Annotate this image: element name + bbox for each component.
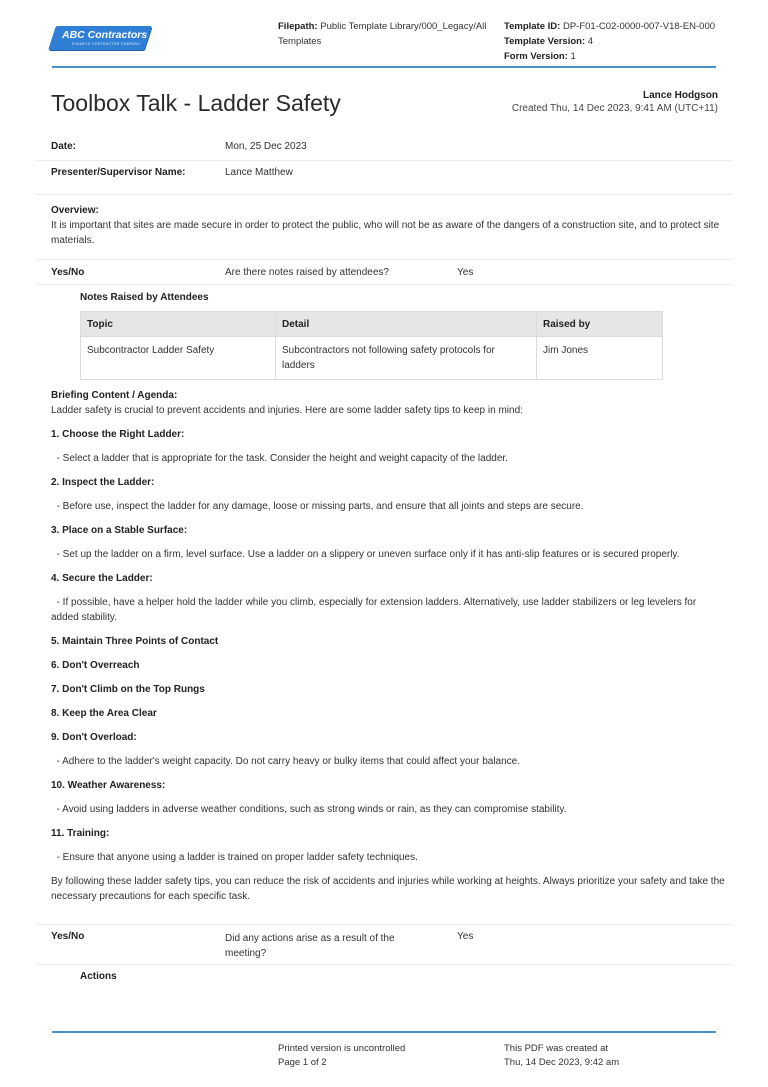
page-header (0, 0, 768, 70)
tip-title: 4. Secure the Ladder: (51, 573, 153, 584)
overview-section (51, 203, 721, 248)
notes-question-type: Yes/No (51, 267, 85, 278)
tip-text: - Select a ladder that is appropriate for the task. Consider the height and weight capacity of the ladder. (51, 453, 508, 464)
notes-table-title: Notes Raised by Attendees (80, 292, 209, 303)
presenter-value: Lance Matthew (225, 167, 293, 178)
notes-table (80, 311, 663, 380)
uncontrolled-notice: Printed version is uncontrolled (278, 1043, 406, 1054)
notes-question-row (36, 260, 733, 285)
template-id-value: DP-F01-C02-0000-007-V18-EN-000 (562, 21, 716, 32)
notes-question-answer: Yes (457, 267, 474, 278)
pdf-created-value: Thu, 14 Dec 2023, 9:42 am (504, 1057, 620, 1068)
column-header-raised-by: Raised by (537, 312, 663, 337)
logo-title: ABC Contractors (62, 29, 148, 41)
briefing-label: Briefing Content / Agenda: (51, 390, 178, 401)
tip-title: 3. Place on a Stable Surface: (51, 525, 188, 536)
author-block (512, 89, 718, 115)
cell-raised-by: Jim Jones (537, 337, 663, 380)
column-header-topic: Topic (81, 312, 276, 337)
overview-text: It is important that sites are made secure in order to protect the public, who will not be as aware of the dangers of a construction site, and to protect site materials. (51, 220, 720, 246)
table-row (81, 337, 663, 380)
page-number: Page 1 of 2 (278, 1057, 327, 1068)
tip-title: 2. Inspect the Ladder: (51, 477, 155, 488)
date-value: Mon, 25 Dec 2023 (225, 141, 307, 152)
tip-title: 11. Training: (51, 828, 110, 839)
briefing-intro: Ladder safety is crucial to prevent accidents and injuries. Here are some ladder safety tips to keep in mind: (51, 405, 523, 416)
template-meta (504, 19, 744, 64)
date-label: Date: (51, 141, 77, 152)
tip-title: 6. Don't Overreach (51, 660, 140, 671)
template-version-label: Template Version: (504, 36, 586, 47)
cell-topic: Subcontractor Ladder Safety (81, 337, 276, 380)
author-name: Lance Hodgson (642, 90, 718, 101)
tip-text: - Adhere to the ladder's weight capacity. Do not carry heavy or bulky items that could affect your balance. (51, 756, 521, 767)
cell-detail: Subcontractors not following safety protocols for ladders (276, 337, 537, 380)
actions-question-answer: Yes (457, 931, 474, 942)
overview-label: Overview: (51, 205, 99, 216)
presenter-row (36, 161, 733, 195)
filepath-label: Filepath: (278, 21, 318, 32)
footer-left (278, 1042, 405, 1070)
tip-text: - Set up the ladder on a firm, level surface. Use a ladder on a slippery or uneven surface only if it has anti-slip features or is secured properly. (51, 549, 680, 560)
notes-question-text: Are there notes raised by attendees? (225, 267, 389, 278)
company-logo (52, 26, 148, 52)
form-version-line (504, 49, 744, 64)
document-title: Toolbox Talk - Ladder Safety (51, 90, 341, 116)
tip-title: 7. Don't Climb on the Top Rungs (51, 684, 205, 695)
tip-title: 8. Keep the Area Clear (51, 708, 157, 719)
tip-text: - Avoid using ladders in adverse weather conditions, such as strong winds or rain, as they can compromise stability. (51, 804, 567, 815)
actions-question-type: Yes/No (51, 931, 85, 942)
created-timestamp: Created Thu, 14 Dec 2023, 9:41 AM (UTC+11) (511, 103, 718, 114)
tip-text: - If possible, have a helper hold the ladder while you climb, especially for extension ladders. Alternatively, use ladder stabilizers or leg levelers for added stability. (51, 597, 699, 623)
briefing-closing: By following these ladder safety tips, you can reduce the risk of accidents and injuries while working at heights. Always prioritize your safety and take the necessary precautions for each specific task. (51, 876, 725, 902)
template-id-line (504, 19, 744, 34)
tip-title: 9. Don't Overload: (51, 732, 137, 743)
template-version-line (504, 34, 744, 49)
tip-title: 5. Maintain Three Points of Contact (51, 636, 219, 647)
presenter-label: Presenter/Supervisor Name: (51, 167, 186, 178)
tip-text: - Ensure that anyone using a ladder is trained on proper ladder safety techniques. (51, 852, 418, 863)
tip-text: - Before use, inspect the ladder for any damage, loose or missing parts, and ensure that all joints and steps are secure. (51, 501, 584, 512)
form-version-label: Form Version: (504, 51, 568, 62)
actions-section-title: Actions (80, 971, 117, 982)
tip-title: 10. Weather Awareness: (51, 780, 166, 791)
form-version-value: 1 (570, 51, 576, 62)
notes-table-header (81, 312, 663, 337)
filepath-meta (278, 19, 498, 49)
template-version-value: 4 (587, 36, 594, 47)
header-divider (52, 66, 716, 68)
template-id-label: Template ID: (504, 21, 561, 32)
pdf-created-label: This PDF was created at (504, 1043, 609, 1054)
footer-divider (52, 1031, 716, 1033)
footer-right (504, 1042, 619, 1070)
date-row (36, 132, 733, 161)
briefing-section (51, 388, 726, 904)
tip-title: 1. Choose the Right Ladder: (51, 429, 185, 440)
actions-question-row (36, 925, 733, 965)
column-header-detail: Detail (276, 312, 537, 337)
logo-subtitle: EXAMPLE CONTRACTOR COMPANY (72, 42, 141, 46)
actions-question-text: Did any actions arise as a result of the meeting? (225, 933, 395, 959)
filepath-value: Public Template Library/000_Legacy/All Templates (278, 21, 487, 47)
